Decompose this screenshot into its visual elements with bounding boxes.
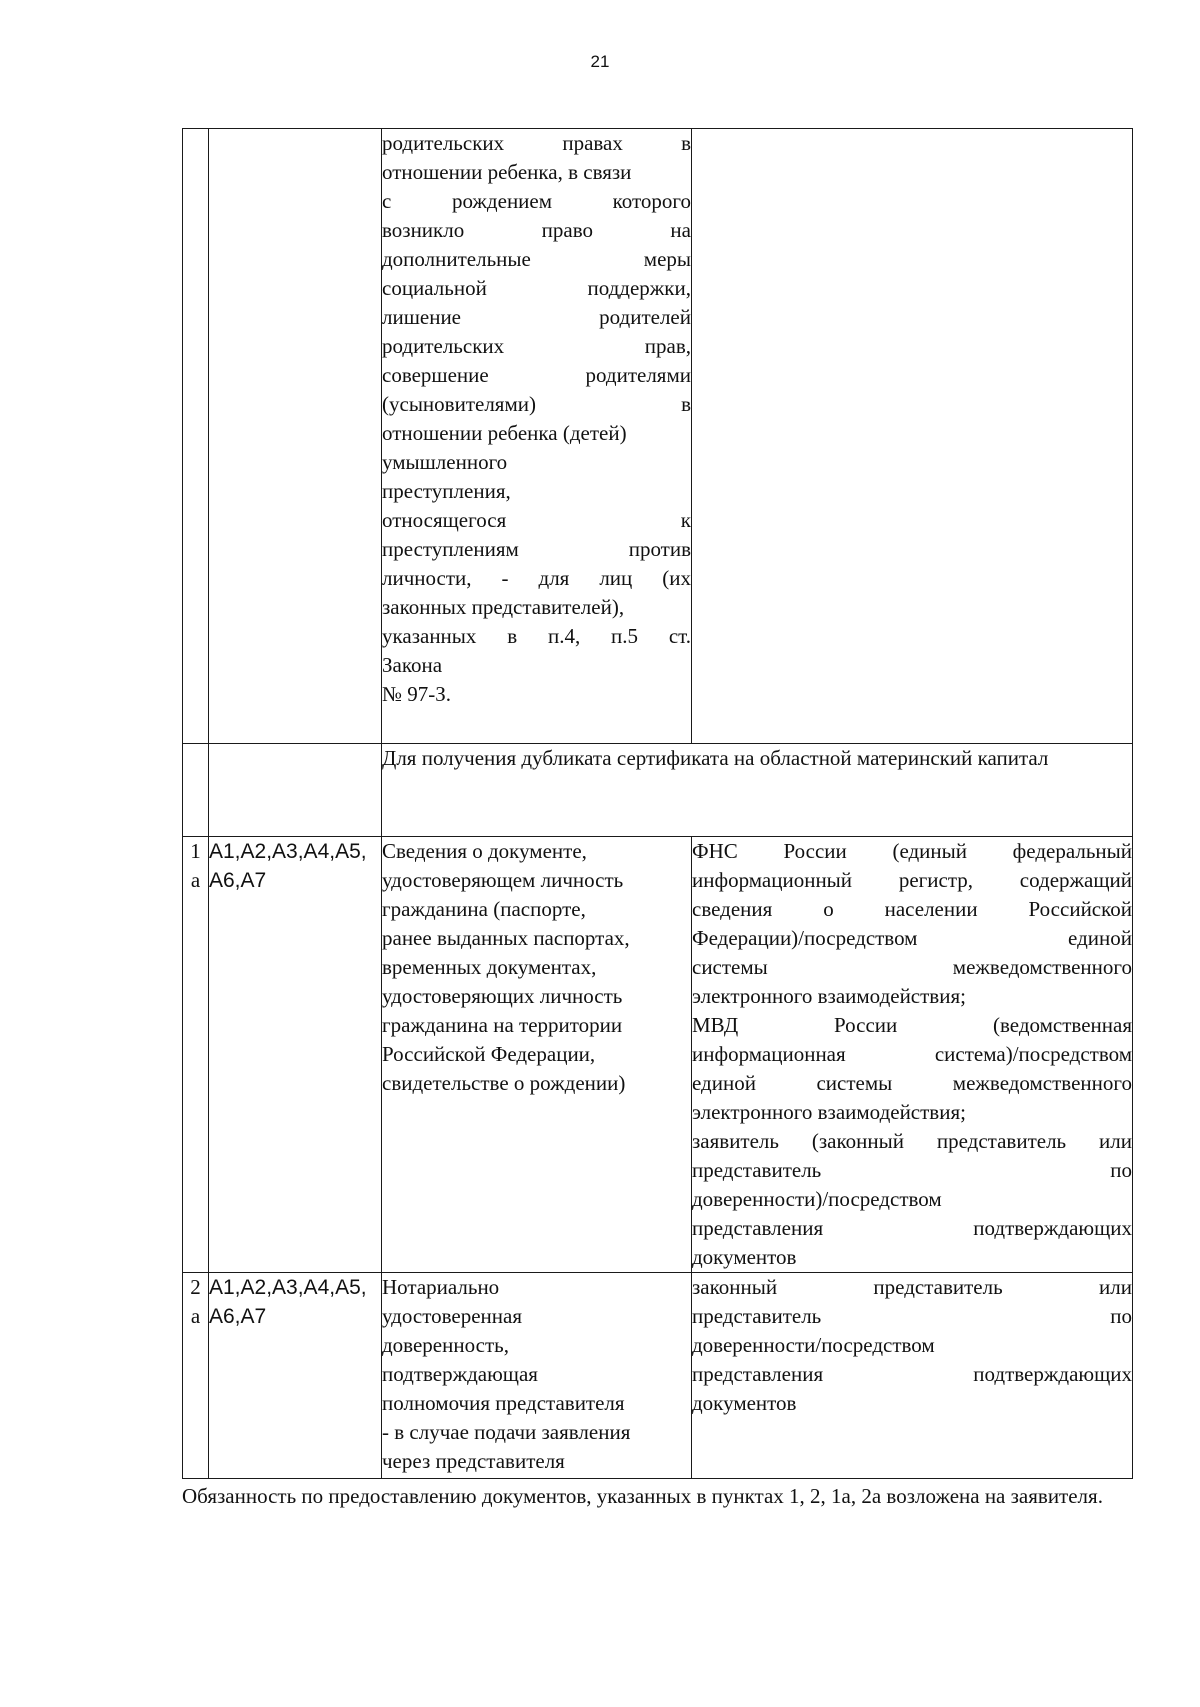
continued-line: с рождением которого [382,189,691,213]
document-name-line: гражданина (паспорте, [382,897,586,921]
continued-line: преступления, [382,479,511,503]
empty-cell-num [183,744,209,837]
document-name-line: ранее выданных паспортах, [382,926,630,950]
continued-line: личности, - для лиц (их [382,566,691,590]
row-number [183,1273,209,1479]
document-name-line: временных документах, [382,955,597,979]
continued-line: родительских прав, [382,334,691,358]
source-line: Федерации)/посредством единой [692,926,1132,950]
continued-line: законных представителей), [382,595,625,619]
source-line: МВД России (ведомственная [692,1013,1132,1037]
continued-line: совершение родителями [382,363,691,387]
document-name-line: удостоверяющем личность [382,868,624,892]
source-line: системы межведомственного [692,955,1132,979]
source-line: электронного взаимодействия; [692,984,966,1008]
source-line: представления подтверждающих [692,1216,1132,1240]
codes-line: А1,А2,А3,А4,А5, [209,840,367,863]
row-number-digit: 1 [190,839,201,863]
document-name-line: удостоверяющих личность [382,984,623,1008]
continued-line: дополнительные меры [382,247,691,271]
row-number-letter: а [190,1304,201,1328]
source-line: доверенности/посредством [692,1333,935,1357]
empty-cell-num [183,129,209,744]
source-line: заявитель (законный представитель или [692,1129,1132,1153]
codes-line: А1,А2,А3,А4,А5, [209,1276,367,1299]
continued-line: лишение родителей [382,305,691,329]
row-number-digit: 2 [190,1275,201,1299]
table-row-2a [183,1273,1133,1479]
document-name-line: Нотариально [382,1275,500,1299]
continued-line: отношении ребенка (детей) [382,421,627,445]
row-number-letter: а [190,868,201,892]
continued-line: умышленного [382,450,508,474]
applicant-codes [209,837,382,1273]
table-row-1a [183,837,1133,1273]
source-cell [692,1273,1133,1479]
source-line: документов [692,1391,797,1415]
document-name-line: - в случае подачи заявления [382,1420,631,1444]
document-name-line: доверенность, [382,1333,509,1357]
table-row-section [183,744,1133,837]
document-name-line: гражданина на территории [382,1013,623,1037]
document-name-line: подтверждающая [382,1362,538,1386]
table-row-continued [183,129,1133,744]
document-name-line: удостоверенная [382,1304,522,1328]
source-line: электронного взаимодействия; [692,1100,966,1124]
empty-cell-codes [209,129,382,744]
applicant-codes [209,1273,382,1479]
empty-cell-codes [209,744,382,837]
continued-name-cell [382,129,692,744]
continued-line: указанных в п.4, п.5 ст. [382,624,691,648]
codes-line: А6,А7 [209,1305,267,1328]
document-name-line: свидетельстве о рождении) [382,1071,626,1095]
continued-line: Закона [382,653,443,677]
continued-line: социальной поддержки, [382,276,691,300]
document-name-cell [382,1273,692,1479]
codes-line: А6,А7 [209,869,267,892]
continued-line: родительских правах в [382,131,691,155]
document-name-line: Сведения о документе, [382,839,587,863]
section-heading: Для получения дубликата сертификата на областной материнский капитал [382,744,1133,837]
source-line: представления подтверждающих [692,1362,1132,1386]
continued-line: отношении ребенка, в связи [382,160,632,184]
continued-line: № 97-З. [382,682,452,706]
continued-line: (усыновителями) в [382,392,691,416]
continued-line: преступлениям против [382,537,691,561]
source-line: информационный регистр, содержащий [692,868,1132,892]
empty-cell-source [692,129,1133,744]
document-name-line: Российской Федерации, [382,1042,596,1066]
documents-table [182,128,1133,1479]
source-line: представитель по [692,1158,1132,1182]
continued-line: возникло право на [382,218,691,242]
source-line: ФНС России (единый федеральный [692,839,1132,863]
document-name-line: полномочия представителя [382,1391,625,1415]
source-line: единой системы межведомственного [692,1071,1132,1095]
row-number [183,837,209,1273]
source-line: законный представитель или [692,1275,1132,1299]
document-name-line: через представителя [382,1449,565,1473]
document-name-cell [382,837,692,1273]
footer-note: Обязанность по предоставлению документов, указанных в пунктах 1, 2, 1а, 2а возложена на заявителя. [182,1484,1103,1508]
source-line: доверенности)/посредством [692,1187,942,1211]
source-line: сведения о населении Российской [692,897,1132,921]
continued-line: относящегося к [382,508,691,532]
source-line: документов [692,1245,797,1269]
source-line: представитель по [692,1304,1132,1328]
source-line: информационная система)/посредством [692,1042,1132,1066]
source-cell [692,837,1133,1273]
page-number: 21 [590,52,610,71]
